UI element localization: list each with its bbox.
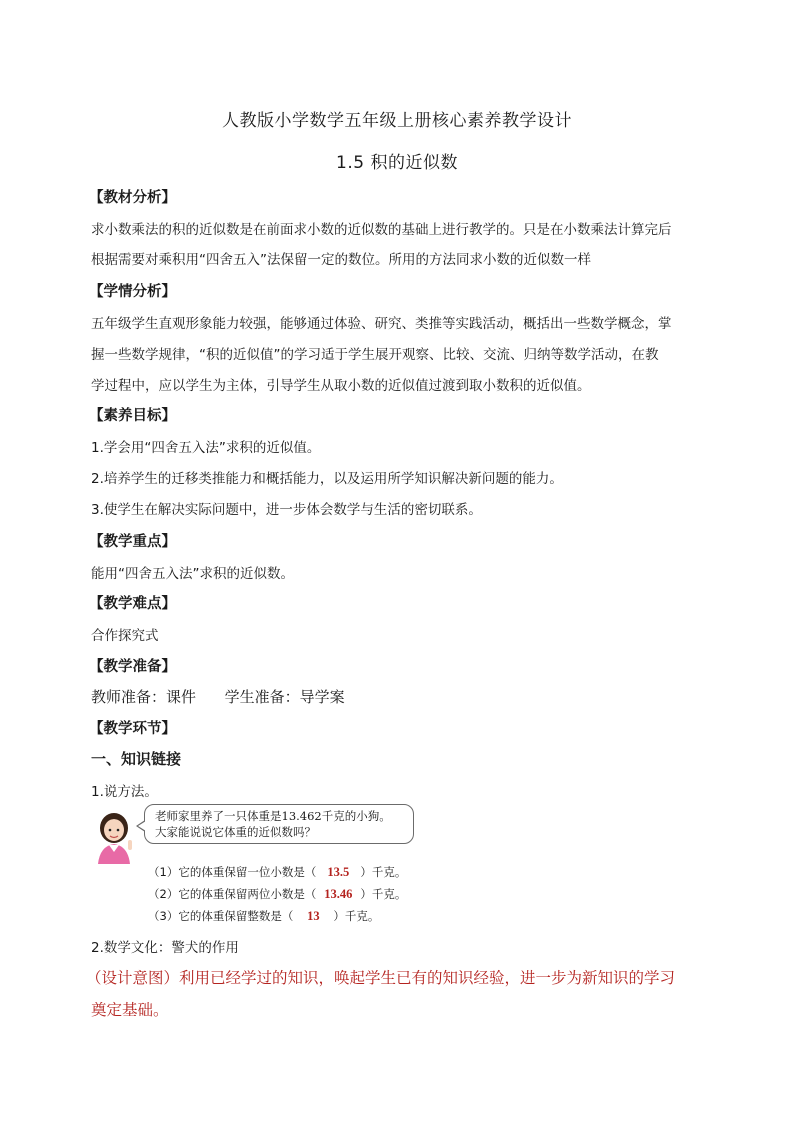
question-answer: 13.46 bbox=[324, 887, 353, 901]
example-illustration bbox=[92, 804, 422, 930]
question-answer: 13 bbox=[307, 909, 320, 923]
teacher-icon bbox=[92, 810, 138, 864]
question-answer: 13.5 bbox=[327, 865, 350, 879]
heading-process: 【教学环节】 bbox=[89, 721, 176, 737]
part-heading-knowledge-link: 一、知识链接 bbox=[91, 750, 182, 768]
heading-difficulties: 【教学难点】 bbox=[89, 596, 176, 612]
design-intent-line: 奠定基础。 bbox=[91, 1001, 169, 1019]
process-item: 2.数学文化：警犬的作用 bbox=[91, 940, 239, 956]
question-suffix: ）千克。 bbox=[360, 865, 407, 879]
question-prefix: （3）它的体重保留整数是（ bbox=[148, 909, 294, 923]
paragraph-line: 学过程中，应以学生为主体，引导学生从取小数的近似值过渡到取小数积的近似值。 bbox=[91, 378, 591, 394]
heading-student-analysis: 【学情分析】 bbox=[89, 284, 176, 300]
goal-item: 2.培养学生的迁移类推能力和概括能力，以及运用所学知识解决新问题的能力。 bbox=[91, 471, 563, 487]
goal-item: 1.学会用“四舍五入法”求积的近似值。 bbox=[91, 440, 321, 456]
question-1 bbox=[148, 864, 406, 880]
document-title: 人教版小学数学五年级上册核心素养教学设计 bbox=[222, 111, 572, 131]
heading-key-points: 【教学重点】 bbox=[89, 534, 176, 550]
paragraph-line: 五年级学生直观形象能力较强，能够通过体验、研究、类推等实践活动，概括出一些数学概念，掌 bbox=[91, 316, 672, 332]
paragraph-line: 根据需要对乘积用“四舍五入”法保留一定的数位。所用的方法同求小数的近似数一样 bbox=[91, 252, 591, 268]
paragraph-line: 求小数乘法的积的近似数是在前面求小数的近似数的基础上进行教学的。只是在小数乘法计算完后 bbox=[91, 222, 672, 238]
question-2 bbox=[148, 886, 406, 902]
heading-preparation: 【教学准备】 bbox=[89, 659, 176, 675]
design-intent-line: （设计意图）利用已经学过的知识，唤起学生已有的知识经验，进一步为新知识的学习 bbox=[86, 969, 676, 987]
heading-goals: 【素养目标】 bbox=[89, 408, 176, 424]
question-3 bbox=[148, 908, 379, 924]
question-prefix: （1）它的体重保留一位小数是（ bbox=[148, 865, 317, 879]
question-suffix: ）千克。 bbox=[333, 909, 380, 923]
process-item: 1.说方法。 bbox=[91, 784, 158, 800]
preparation-text: 教师准备：课件 学生准备：导学案 bbox=[91, 688, 345, 706]
question-suffix: ）千克。 bbox=[360, 887, 407, 901]
difficulty-text: 合作探究式 bbox=[91, 628, 159, 644]
goal-item: 3.使学生在解决实际问题中，进一步体会数学与生活的密切联系。 bbox=[91, 502, 482, 518]
speech-bubble-tail-inner bbox=[138, 821, 146, 831]
speech-bubble bbox=[144, 804, 414, 844]
heading-textbook-analysis: 【教材分析】 bbox=[89, 190, 176, 206]
lesson-subtitle: 1.5 积的近似数 bbox=[336, 153, 458, 173]
paragraph-line: 握一些数学规律，“积的近似值”的学习适于学生展开观察、比较、交流、归纳等数学活动，在教 bbox=[91, 347, 659, 363]
speech-line: 大家能说说它体重的近似数吗？ bbox=[155, 825, 316, 839]
key-point-text: 能用“四舍五入法”求积的近似数。 bbox=[91, 566, 294, 582]
question-prefix: （2）它的体重保留两位小数是（ bbox=[148, 887, 317, 901]
speech-line: 老师家里养了一只体重是13.462千克的小狗。 bbox=[155, 809, 391, 823]
